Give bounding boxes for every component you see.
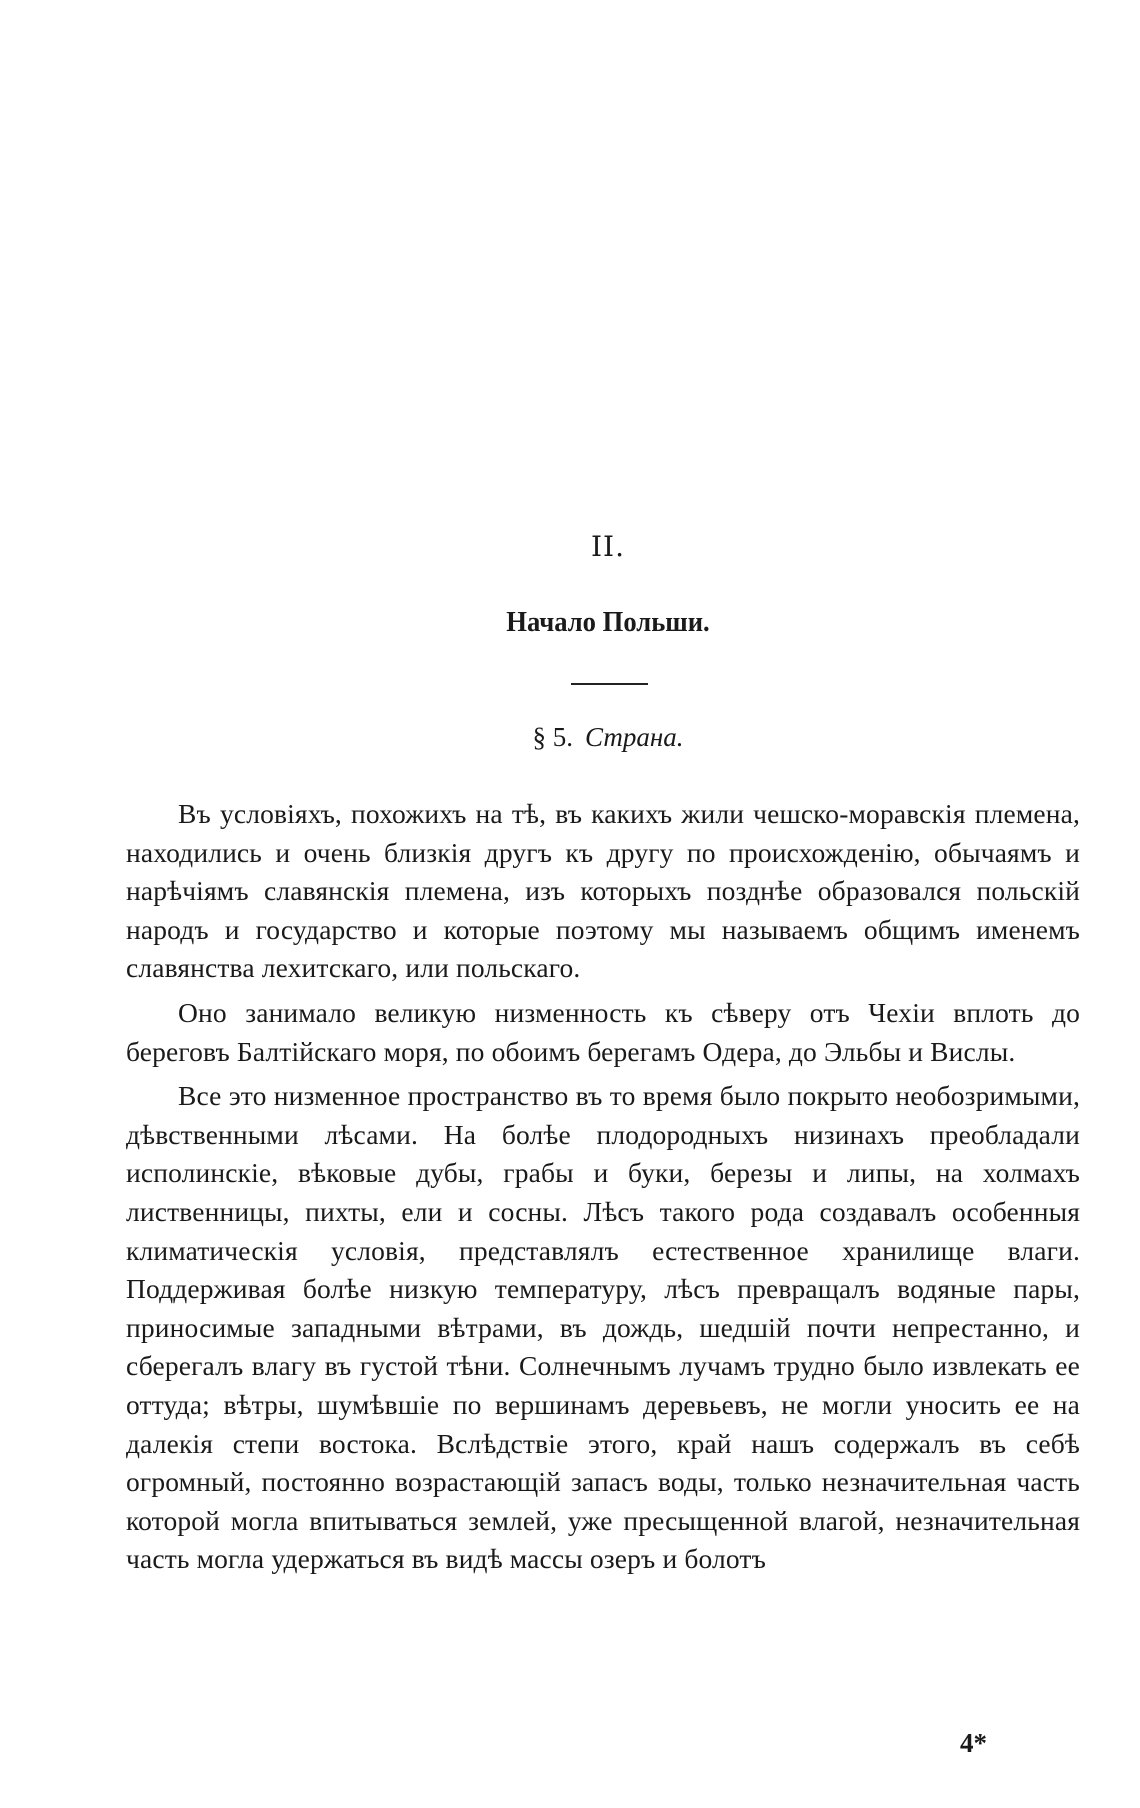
section-number: § 5.	[532, 722, 573, 752]
section-heading	[38, 722, 1140, 753]
paragraph: Все это низменное пространство въ то время было покрыто необозримыми, дѣвственными лѣсами. На болѣе плодородныхъ низинахъ преобладали исполинскіе, вѣковые дубы, грабы и буки, березы и липы, на холмахъ лиственницы, пихты, ели и сосны. Лѣсъ такого рода создавалъ особенныя климатическія условія, представлялъ естественное хранилище влаги. Поддерживая болѣе низкую температуру, лѣсъ превращалъ водяные пары, приносимые западными вѣтрами, въ дождь, шедшій почти непрестанно, и сберегалъ влагу въ густой тѣни. Солнечнымъ лучамъ трудно было извлекать ее оттуда; вѣтры, шумѣвшіе по вершинамъ деревьевъ, не могли уносить ее на далекія степи востока. Вслѣдствіе этого, край нашъ содержалъ въ себѣ огромный, постоянно возрастающій запасъ воды, только незначительная часть которой могла впитываться землей, уже пресыщенной влагой, незначительная часть могла удержаться въ видѣ массы озеръ и болотъ	[126, 1080, 1080, 1575]
body-text	[126, 795, 1080, 1585]
chapter-title: Начало Польши.	[506, 607, 710, 638]
section-title: Страна.	[584, 722, 684, 752]
signature-mark: 4*	[960, 1728, 987, 1758]
paragraph: Оно занимало великую низменность къ сѣверу отъ Чехіи вплоть до береговъ Балтійскаго моря, по обоимъ берегамъ Одера, до Эльбы и Вислы.	[126, 996, 1080, 1067]
chapter-number: II.	[590, 530, 626, 563]
title-divider	[571, 683, 648, 685]
paragraph: Въ условіяхъ, похожихъ на тѣ, въ какихъ жили чешско-моравскія племена, находились и очень близкія другъ къ другу по происхожденію, обычаямъ и нарѣчіямъ славянскія племена, изъ которыхъ позднѣе образовался польскій народъ и государство и которые поэтому мы называемъ общимъ именемъ славянства лехитскаго, или польскаго.	[126, 798, 1080, 984]
